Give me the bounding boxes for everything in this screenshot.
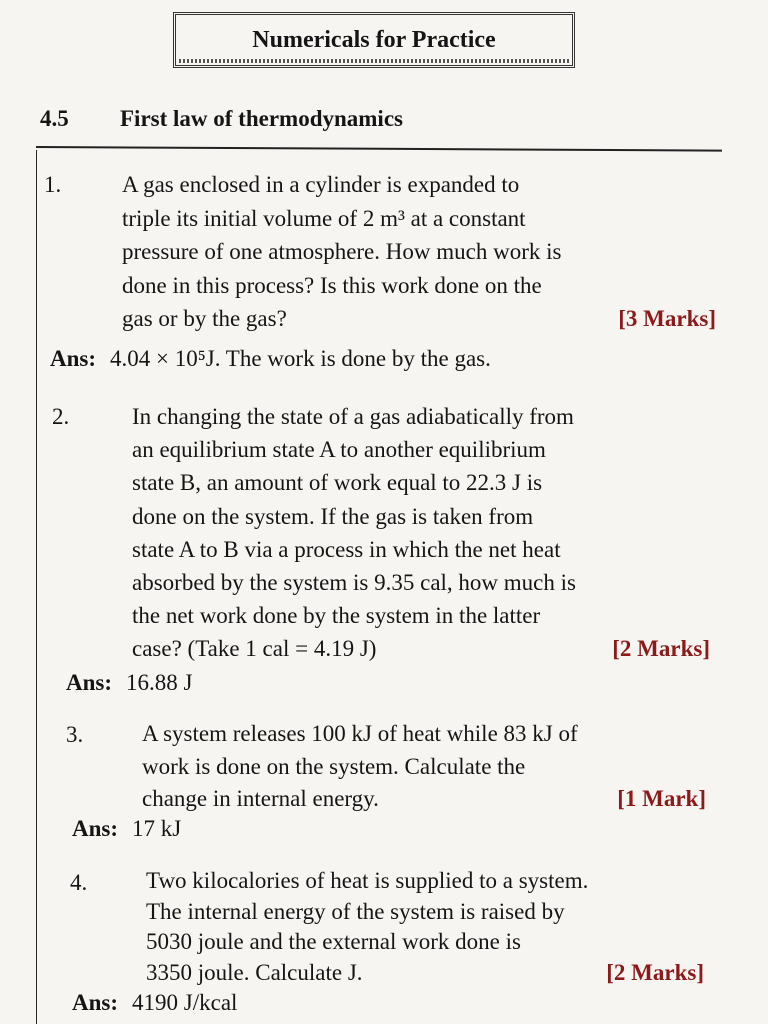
question-line: work is done on the system. Calculate the (142, 753, 526, 779)
question-line: A gas enclosed in a cylinder is expanded to (122, 172, 520, 197)
question-line: A system releases 100 kJ of heat while 83 kJ of (142, 721, 578, 746)
marks-badge: [2 Marks] (612, 636, 710, 662)
answer-4 (72, 990, 237, 1016)
question-line: In changing the state of a gas adiabatically from (132, 404, 574, 429)
question-line: Two kilocalories of heat is supplied to a system. (146, 868, 589, 893)
question-line: the net work done by the system in the latter (132, 603, 541, 629)
answer-2 (66, 670, 192, 696)
answer-1 (50, 346, 491, 372)
section-number: 4.5 (40, 106, 69, 131)
question-line: done on the system. If the gas is taken from (132, 503, 534, 529)
question-line: pressure of one atmosphere. How much work is (122, 239, 562, 264)
answer-text: 16.88 J (126, 670, 193, 695)
question-4 (70, 866, 706, 990)
answer-text: 17 kJ (132, 816, 182, 841)
question-line: 5030 joule and the external work done is (146, 929, 521, 954)
question-line: state A to B via a process in which the net heat (132, 536, 561, 562)
question-line: 3350 joule. Calculate J. (146, 959, 363, 985)
question-line: The internal energy of the system is raised by (146, 898, 565, 924)
question-line: case? (Take 1 cal = 4.19 J) (132, 636, 377, 662)
answer-text: 4190 J/kcal (132, 990, 238, 1015)
section-underline (36, 146, 722, 152)
question-number: 1. (44, 172, 62, 197)
question-line: done in this process? Is this work done on the (122, 272, 542, 298)
question-number: 3. (66, 722, 84, 747)
question-2 (52, 400, 712, 670)
answer-label: Ans: (72, 816, 119, 841)
answer-label: Ans: (72, 990, 119, 1015)
marks-badge: [3 Marks] (618, 306, 716, 331)
answer-3 (72, 816, 181, 842)
marks-badge: [1 Mark] (617, 786, 706, 811)
question-line: absorbed by the system is 9.35 cal, how much is (132, 570, 576, 596)
question-1 (44, 168, 720, 338)
question-line: gas or by the gas? (122, 306, 287, 331)
question-line: change in internal energy. (142, 786, 379, 811)
question-line: an equilibrium state A to another equilibrium (132, 437, 546, 463)
answer-label: Ans: (66, 670, 113, 695)
question-number: 2. (52, 404, 70, 429)
question-line: state B, an amount of work equal to 22.3 J is (132, 470, 543, 496)
page-title: Numericals for Practice (252, 26, 496, 53)
question-number: 4. (70, 870, 88, 895)
left-margin-rule (36, 150, 37, 1024)
question-3 (66, 718, 706, 820)
answer-label: Ans: (50, 346, 97, 371)
question-line: triple its initial volume of 2 m³ at a constant (122, 205, 526, 231)
marks-badge: [2 Marks] (606, 959, 704, 985)
page-title-box (173, 12, 575, 68)
answer-text: 4.04 × 10⁵J. The work is done by the gas. (110, 346, 491, 371)
section-title: First law of thermodynamics (120, 106, 403, 131)
